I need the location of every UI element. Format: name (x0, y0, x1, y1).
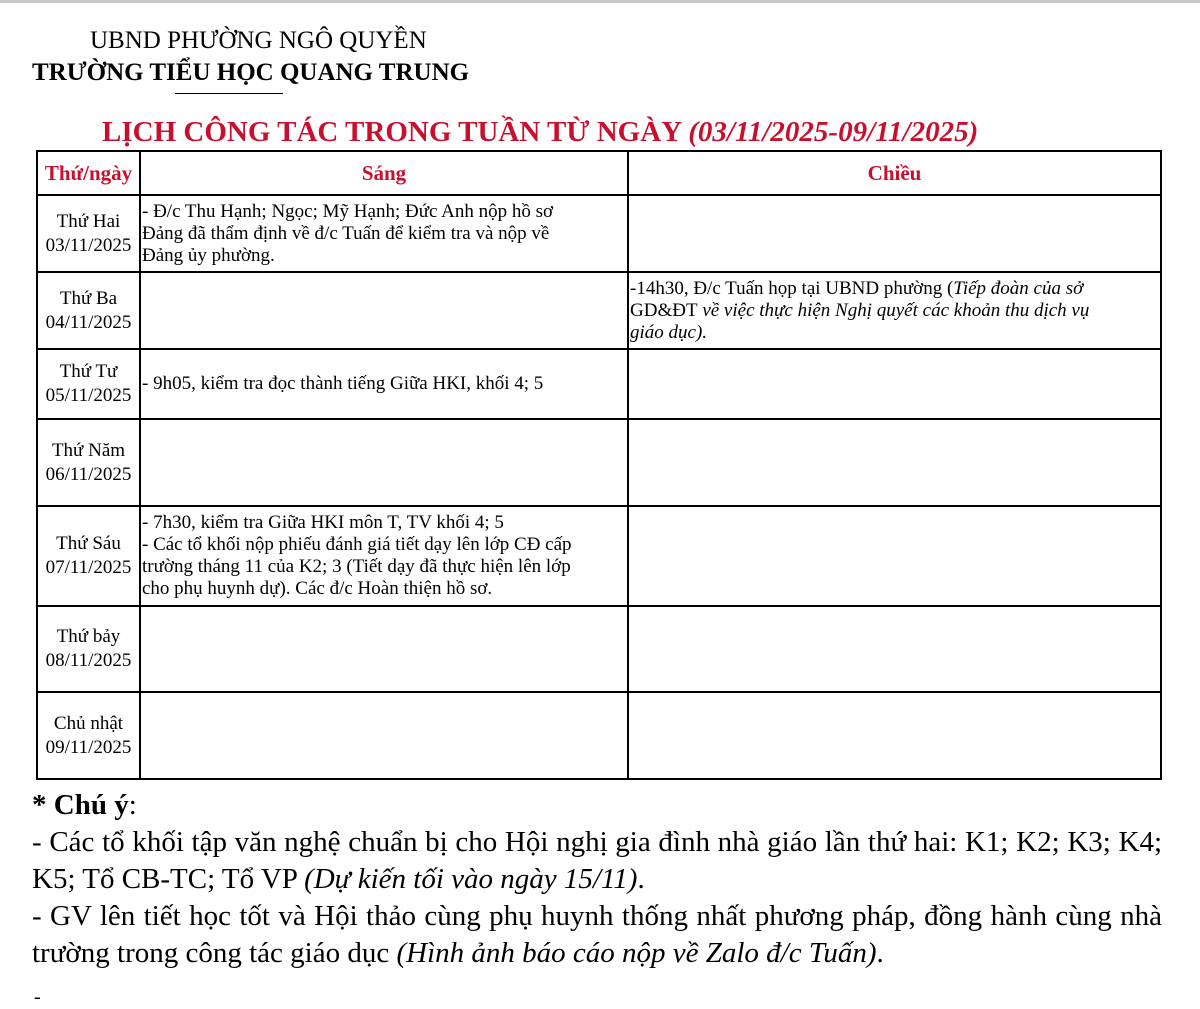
notes-section (32, 787, 1162, 972)
morning-line: - 9h05, kiểm tra đọc thành tiếng Giữa HKI, khối 4; 5 (142, 373, 544, 394)
school-name: TRƯỜNG TIỂU HỌC QUANG TRUNG (32, 59, 470, 86)
day-cell (37, 349, 140, 419)
day-cell (37, 272, 140, 349)
header-underline (175, 93, 283, 94)
afternoon-cell (628, 419, 1161, 506)
morning-cell (140, 419, 628, 506)
day-date: 07/11/2025 (45, 557, 132, 578)
note-text: - GV lên tiết học tốt và Hội thảo cùng phụ huynh thống nhất phương pháp, đồng hành cùng nhà trường trong công tác giáo dục (32, 900, 1162, 969)
morning-line: - Các tổ khối nộp phiếu đánh giá tiết dạy lên lớp CĐ cấp (142, 534, 572, 555)
day-name: Thứ Hai (56, 210, 121, 232)
afternoon-text: -14h30, Đ/c Tuấn họp tại UBND phường ( (630, 277, 954, 299)
day-cell (37, 419, 140, 506)
day-cell (37, 195, 140, 272)
title-date-range: (03/11/2025-09/11/2025) (688, 116, 979, 148)
morning-cell (140, 692, 628, 779)
morning-line: - 7h30, kiểm tra Giữa HKI môn T, TV khối 4; 5 (142, 512, 504, 533)
day-cell (37, 506, 140, 606)
day-name: Thứ Tư (59, 361, 118, 382)
morning-cell (140, 606, 628, 692)
note-end: . (637, 863, 645, 895)
col-header-day: Thứ/ngày (37, 151, 140, 195)
day-date: 09/11/2025 (45, 736, 132, 758)
afternoon-cell (628, 606, 1161, 692)
authority-name: UBND PHƯỜNG NGÔ QUYỀN (90, 27, 427, 54)
morning-line: Đảng đã thẩm định về đ/c Tuấn để kiểm tra và nộp về (142, 222, 550, 244)
note-italic: (Dự kiến tối vào ngày 15/11) (304, 863, 638, 895)
afternoon-cell (628, 506, 1161, 606)
afternoon-cell (628, 195, 1161, 272)
afternoon-text: GD&ĐT (630, 299, 698, 321)
table-row (37, 419, 1161, 506)
day-name: Thứ Ba (59, 287, 118, 309)
day-name: Thứ Năm (51, 439, 126, 461)
col-header-morning: Sáng (140, 151, 628, 195)
day-name: Thứ bảy (56, 626, 121, 647)
afternoon-text: Tiếp đoàn của sở (953, 277, 1084, 299)
day-name: Chủ nhật (53, 712, 124, 734)
day-cell (37, 692, 140, 779)
table-row (37, 606, 1161, 692)
page-title (102, 115, 978, 149)
trailing-dash: - (34, 986, 41, 1008)
afternoon-line (630, 322, 1159, 344)
note-item (32, 824, 1162, 898)
afternoon-line (630, 300, 1159, 322)
note-item (32, 898, 1162, 972)
morning-cell (140, 272, 628, 349)
table-row (37, 349, 1161, 419)
notes-heading-label: * Chú ý (32, 789, 129, 821)
title-prefix: LỊCH CÔNG TÁC TRONG TUẦN TỪ NGÀY (102, 116, 689, 148)
day-date: 08/11/2025 (45, 650, 132, 671)
day-name: Thứ Sáu (56, 533, 121, 554)
day-date: 06/11/2025 (45, 463, 132, 485)
afternoon-cell (628, 272, 1161, 349)
table-row (37, 272, 1161, 349)
morning-cell (140, 506, 628, 606)
morning-cell (140, 195, 628, 272)
table-row (37, 195, 1161, 272)
top-border (0, 0, 1200, 3)
morning-line: trường tháng 11 của K2; 3 (Tiết dạy đã thực hiện lên lớp (142, 556, 571, 577)
col-header-afternoon: Chiều (628, 151, 1161, 195)
day-date: 03/11/2025 (45, 234, 132, 256)
morning-cell (140, 349, 628, 419)
day-cell (37, 606, 140, 692)
morning-line: Đảng ủy phường. (142, 244, 275, 266)
afternoon-text: về việc thực hiện Nghị quyết các khoản thu dịch vụ (697, 299, 1090, 321)
afternoon-cell (628, 692, 1161, 779)
notes-heading (32, 787, 1162, 824)
note-italic: (Hình ảnh báo cáo nộp về Zalo đ/c Tuấn) (396, 937, 877, 969)
morning-line: cho phụ huynh dự). Các đ/c Hoàn thiện hồ sơ. (142, 578, 493, 599)
afternoon-cell (628, 349, 1161, 419)
afternoon-line (630, 278, 1159, 300)
table-row (37, 506, 1161, 606)
day-date: 05/11/2025 (45, 385, 132, 406)
day-date: 04/11/2025 (45, 311, 132, 333)
note-text: - Các tổ khối tập văn nghệ chuẩn bị cho Hội nghị gia đình nhà giáo lần thứ hai: K1; K2; K3; K4; K5; Tổ CB-TC; Tổ VP (32, 826, 1162, 895)
notes-heading-colon: : (128, 789, 137, 821)
morning-line: - Đ/c Thu Hạnh; Ngọc; Mỹ Hạnh; Đức Anh nộp hồ sơ (142, 200, 554, 222)
table-row (37, 692, 1161, 779)
schedule-table (36, 150, 1162, 780)
table-header-row (37, 151, 1161, 195)
afternoon-text: giáo dục). (630, 321, 708, 343)
note-end: . (876, 937, 884, 969)
